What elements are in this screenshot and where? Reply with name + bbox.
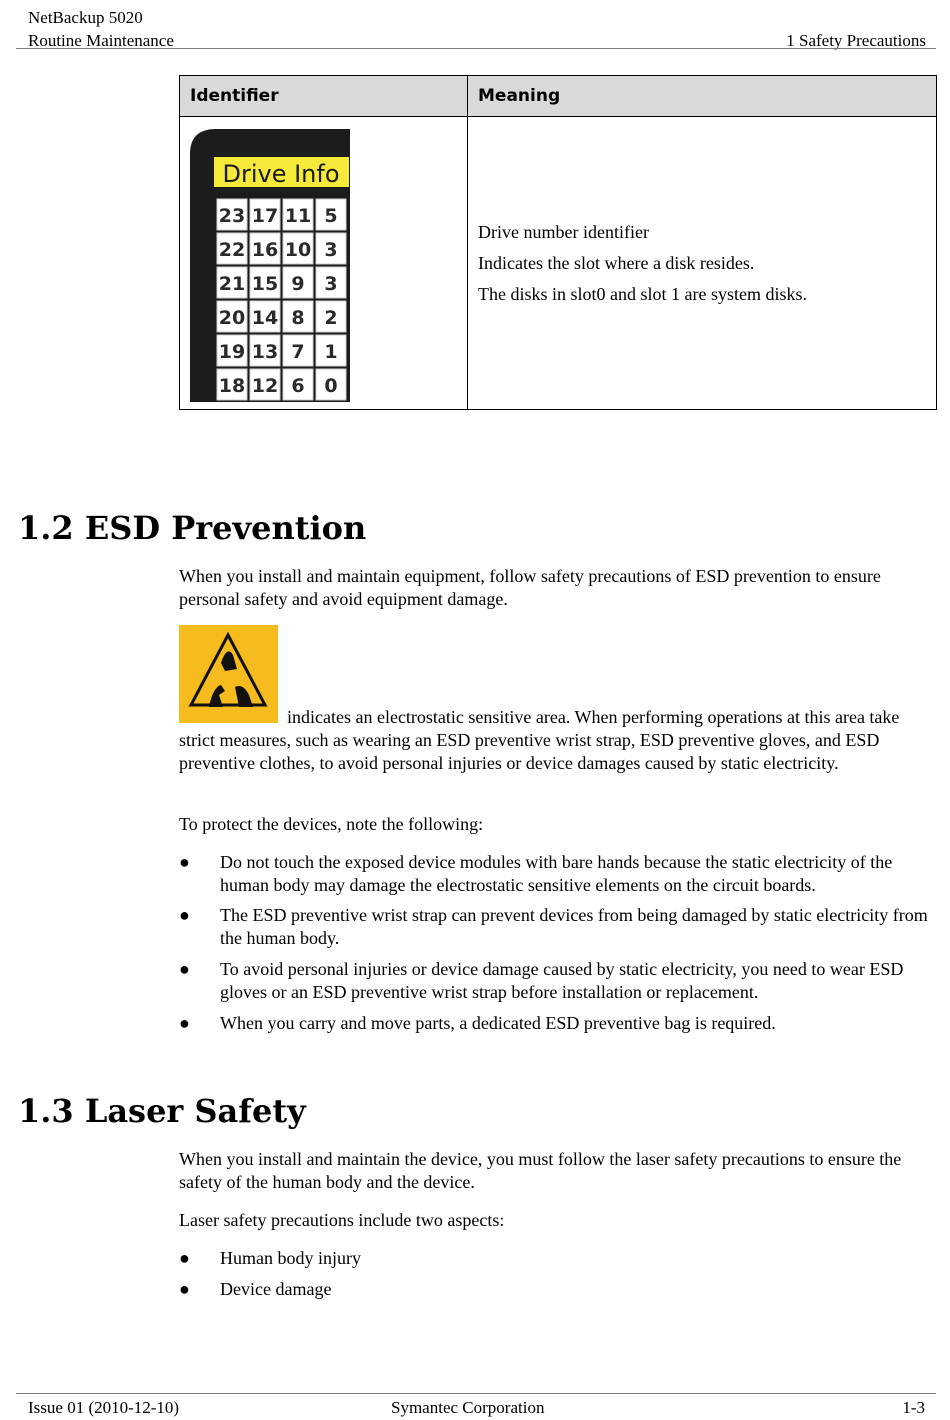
drive-info-image	[190, 124, 350, 402]
drive-slot-number: 22	[218, 239, 246, 261]
drive-slot-number: 0	[324, 375, 338, 397]
drive-slot-number: 15	[251, 273, 279, 295]
column-header-identifier: Identifier	[180, 76, 468, 117]
meaning-line: The disks in slot0 and slot 1 are system disks.	[478, 283, 807, 304]
list-item-text: When you carry and move parts, a dedicated ESD preventive bag is required.	[220, 1013, 776, 1033]
drive-slot-number: 7	[291, 341, 305, 363]
section-heading-esd: 1.2 ESD Prevention	[18, 509, 367, 547]
table-row	[180, 117, 937, 410]
laser-aspects-intro: Laser safety precautions include two aspects:	[179, 1210, 505, 1230]
list-item	[179, 1012, 939, 1035]
running-header	[28, 6, 174, 52]
drive-slot-number: 9	[291, 273, 305, 295]
meaning-line: Indicates the slot where a disk resides.	[478, 252, 755, 273]
meaning-line: Drive number identifier	[478, 221, 649, 242]
drive-slot-number: 19	[218, 341, 246, 363]
header-divider	[16, 48, 936, 49]
bullet-dot: ●	[179, 1248, 190, 1268]
section-heading-laser: 1.3 Laser Safety	[18, 1092, 306, 1130]
drive-slot-number: 1	[324, 341, 338, 363]
list-item	[179, 851, 939, 897]
drive-slot-number: 13	[251, 341, 279, 363]
column-header-meaning: Meaning	[468, 76, 937, 117]
drive-slot-number: 10	[284, 239, 312, 261]
list-item-text: The ESD preventive wrist strap can prevent devices from being damaged by static electricity from the human body.	[220, 905, 928, 948]
bullet-dot: ●	[179, 1013, 190, 1033]
drive-slot-number: 17	[251, 205, 279, 227]
bullet-dot: ●	[179, 905, 190, 925]
list-item	[179, 958, 939, 1004]
drive-slot-number: 5	[324, 205, 338, 227]
identifier-cell	[180, 117, 468, 410]
footer-company: Symantec Corporation	[391, 1398, 545, 1417]
drive-slot-number: 12	[251, 375, 279, 397]
drive-slot-number: 16	[251, 239, 279, 261]
drive-slot-number: 3	[324, 239, 338, 261]
drive-slot-number: 21	[218, 273, 246, 295]
bullet-dot: ●	[179, 852, 190, 872]
esd-protect-intro: To protect the devices, note the following:	[179, 814, 484, 834]
bullet-dot: ●	[179, 1279, 190, 1299]
drive-slot-number: 3	[324, 273, 338, 295]
footer-page-number: 1-3	[902, 1398, 925, 1417]
list-item	[179, 904, 939, 950]
footer-issue: Issue 01 (2010-12-10)	[28, 1398, 180, 1417]
drive-slot-number: 8	[291, 307, 305, 329]
drive-slot-number: 23	[218, 205, 246, 227]
header-doc-title: Routine Maintenance	[28, 31, 174, 50]
list-item	[179, 1278, 939, 1301]
laser-intro-paragraph: When you install and maintain the device, you must follow the laser safety precautions to ensure the safety of the human body and the device.	[179, 1149, 902, 1192]
list-item-text: Device damage	[220, 1279, 332, 1299]
esd-icon-description: indicates an electrostatic sensitive area. When performing operations at this area take strict measures, such as wearing an ESD preventive wrist strap, ESD preventive gloves, and ESD preventive clothes, to avoid personal injuries or device damages caused by static electricity.	[179, 707, 900, 773]
identifier-table	[179, 75, 937, 410]
esd-intro-paragraph: When you install and maintain equipment, follow safety precautions of ESD prevention to ensure personal safety and avoid equipment damage.	[179, 566, 881, 609]
bullet-dot: ●	[179, 959, 190, 979]
drive-slot-number: 6	[291, 375, 305, 397]
drive-info-title: Drive Info	[222, 160, 340, 188]
drive-slot-number: 18	[218, 375, 246, 397]
meaning-cell	[468, 117, 937, 410]
table-header-row	[180, 76, 937, 117]
header-chapter: 1 Safety Precautions	[786, 31, 926, 50]
drive-slot-number: 20	[218, 307, 246, 329]
list-item	[179, 1247, 939, 1270]
drive-slot-number: 11	[284, 205, 312, 227]
footer-divider	[16, 1393, 936, 1394]
list-item-text: Human body injury	[220, 1248, 361, 1268]
list-item-text: To avoid personal injuries or device damage caused by static electricity, you need to wear ESD gloves or an ESD preventive wrist strap before installation or replacement.	[220, 959, 904, 1002]
drive-slot-number: 14	[251, 307, 279, 329]
header-product: NetBackup 5020	[28, 8, 143, 27]
list-item-text: Do not touch the exposed device modules with bare hands because the static electricity of the human body may damage the electrostatic sensitive elements on the circuit boards.	[220, 852, 893, 895]
drive-slot-number: 2	[324, 307, 338, 329]
